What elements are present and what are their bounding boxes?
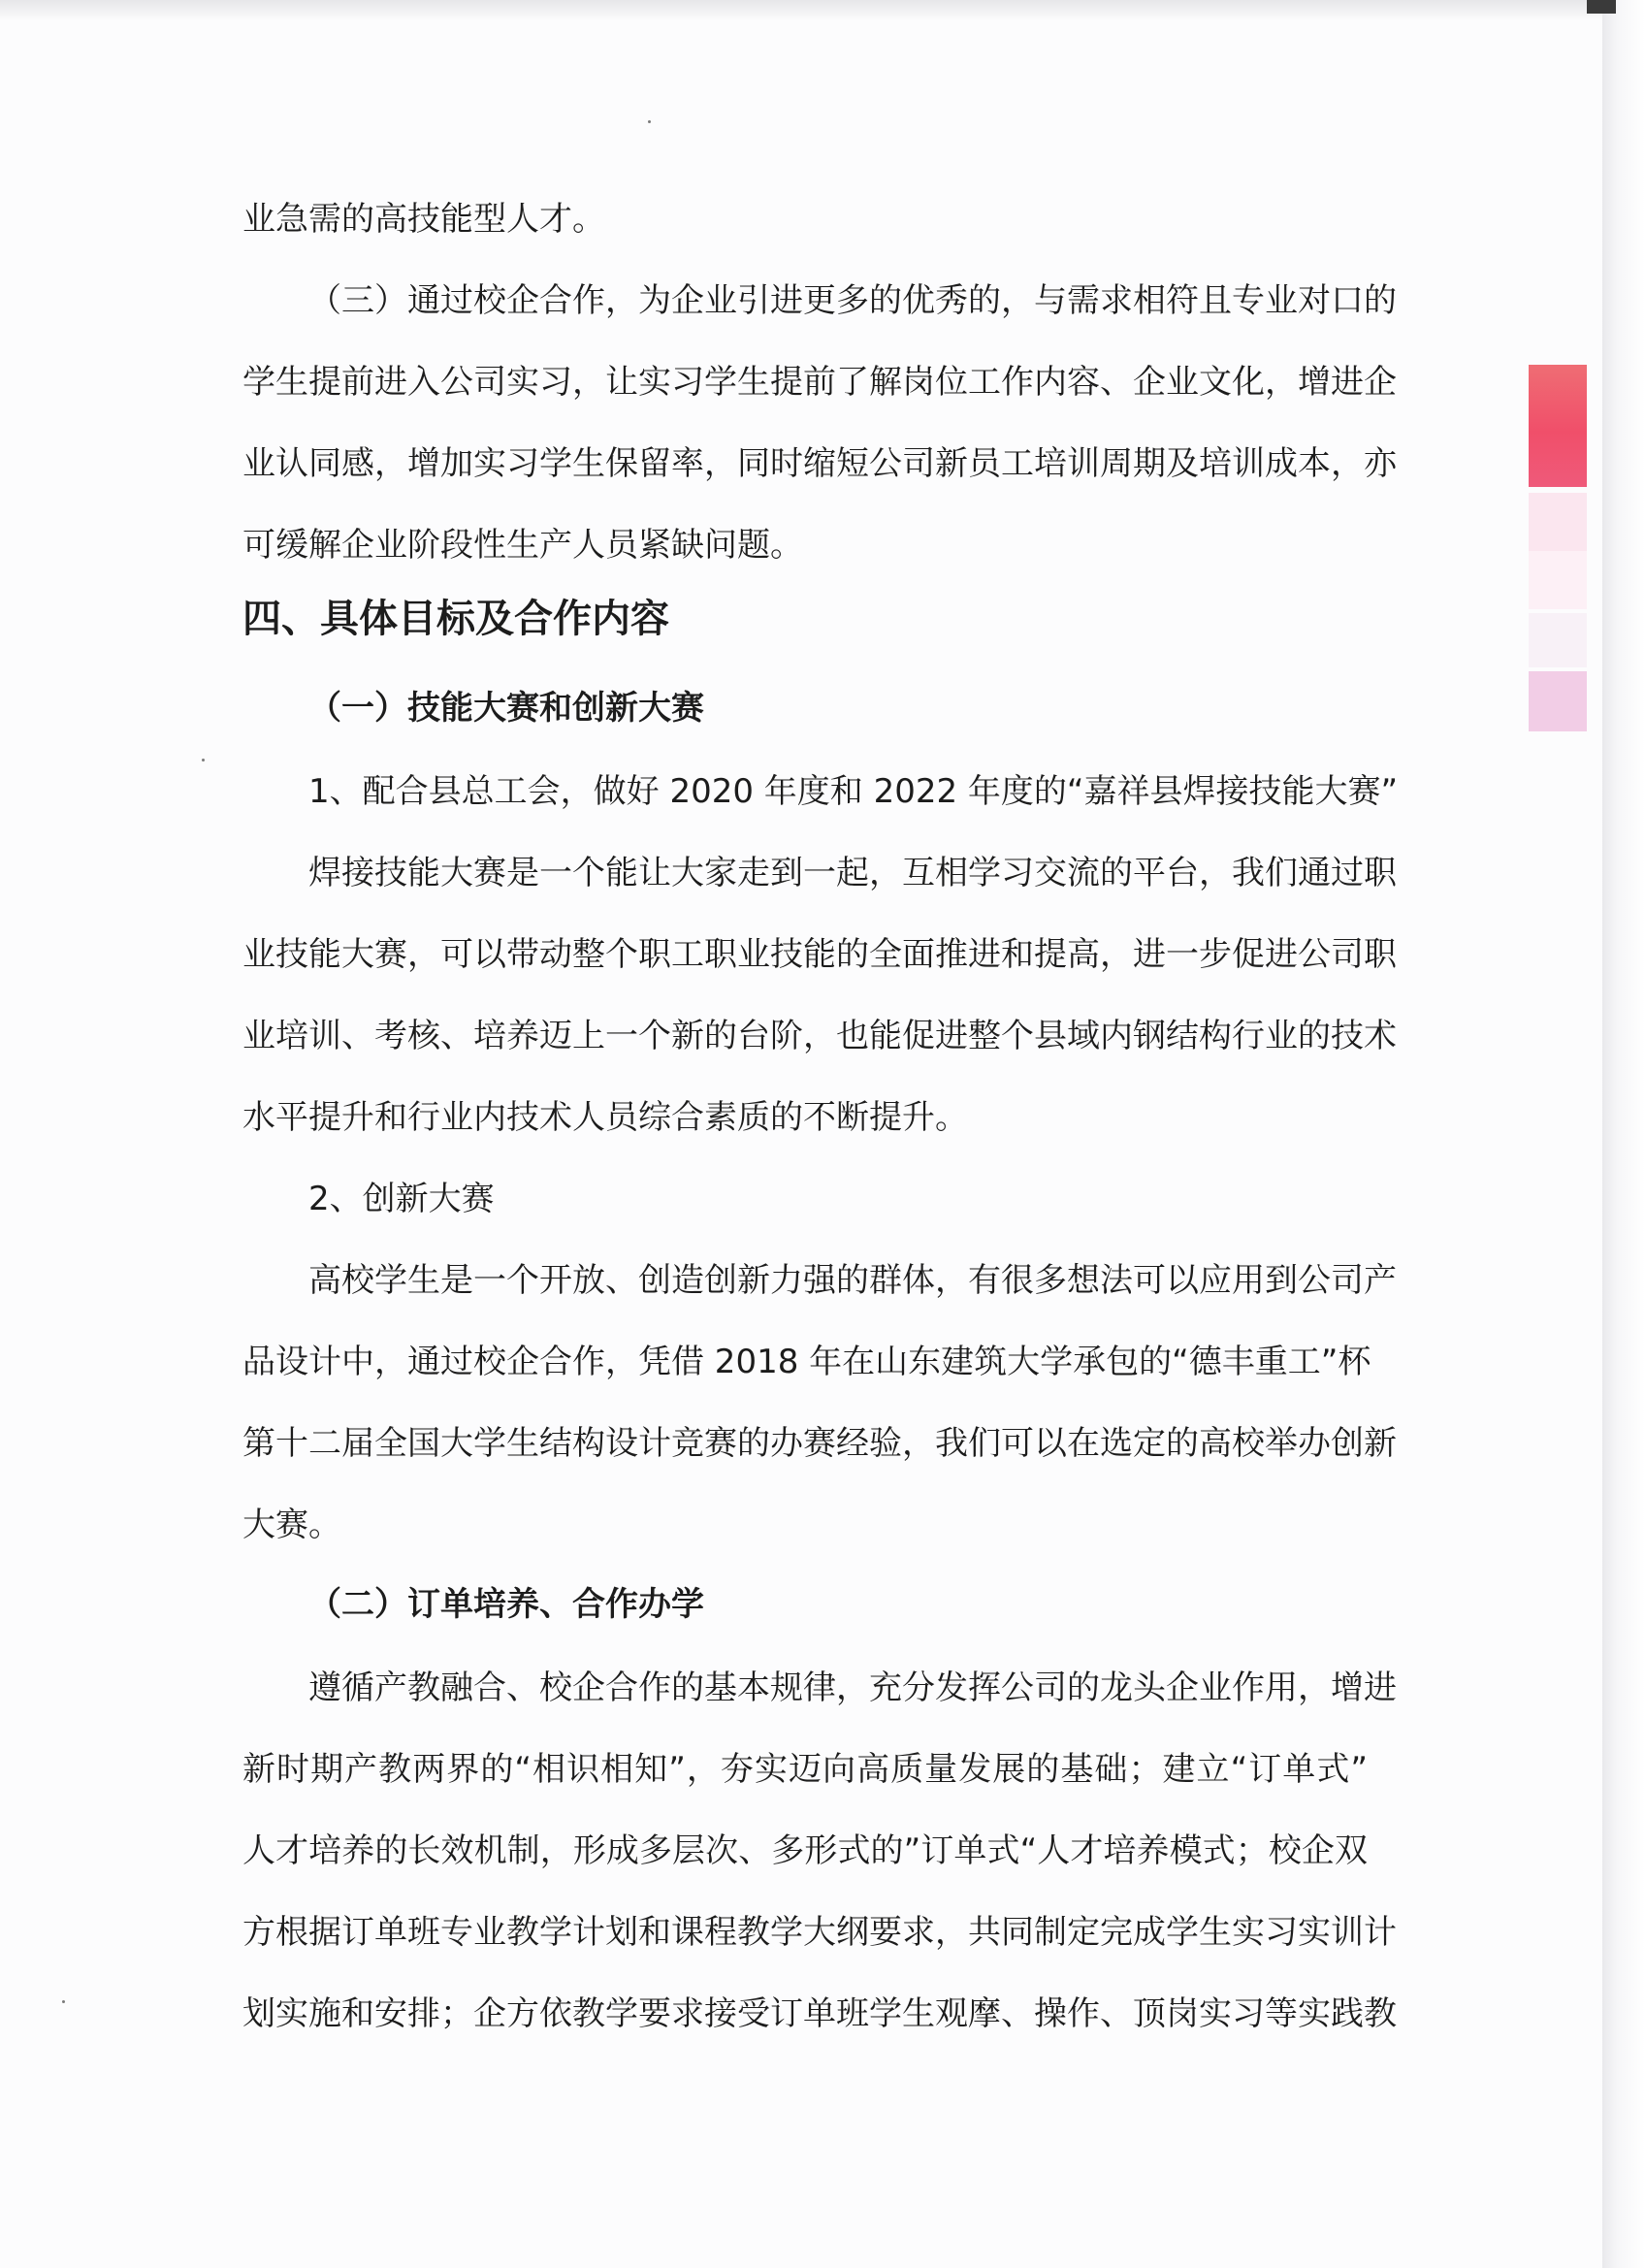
body-line: 焊接技能大赛是一个能让大家走到一起，互相学习交流的平台，我们通过职: [308, 854, 1397, 892]
scan-speck: [648, 120, 651, 123]
body-line: 人才培养的长效机制，形成多层次、多形式的”订单式“人才培养模式；校企双: [242, 1831, 1368, 1870]
body-line: 大赛。: [242, 1506, 341, 1544]
body-line: 方根据订单班专业教学计划和课程教学大纲要求，共同制定完成学生实习实训计: [242, 1913, 1397, 1952]
subsection-heading: （二）订单培养、合作办学: [308, 1585, 704, 1624]
body-line: 水平提升和行业内技术人员综合素质的不断提升。: [242, 1098, 968, 1137]
page-tab-pink: [1529, 551, 1587, 609]
body-line: 遵循产教融合、校企合作的基本规律，充分发挥公司的龙头企业作用，增进: [308, 1669, 1397, 1707]
section-heading: 四、具体目标及合作内容: [242, 597, 669, 641]
scan-speck: [202, 759, 205, 761]
subsection-heading: （一）技能大赛和创新大赛: [308, 689, 704, 728]
scan-corner-mark: [1587, 0, 1616, 14]
body-line: 新时期产教两界的“相识相知”，夯实迈向高质量发展的基础；建立“订单式”: [242, 1750, 1368, 1789]
body-line: 第十二届全国大学生结构设计竞赛的办赛经验，我们可以在选定的高校举办创新: [242, 1424, 1397, 1463]
page-edge: [1602, 0, 1645, 2268]
page-top-shadow: [0, 0, 1602, 21]
page-tab-pink: [1529, 493, 1587, 551]
body-line: 可缓解企业阶段性生产人员紧缺问题。: [242, 526, 803, 565]
body-line: 1、配合县总工会，做好 2020 年度和 2022 年度的“嘉祥县焊接技能大赛”: [308, 772, 1399, 811]
page-tab-red: [1529, 365, 1587, 487]
body-line: 品设计中，通过校企合作，凭借 2018 年在山东建筑大学承包的“德丰重工”杯: [242, 1343, 1371, 1381]
body-line: 业急需的高技能型人才。: [242, 200, 605, 239]
body-line: 学生提前进入公司实习，让实习学生提前了解岗位工作内容、企业文化，增进企: [242, 363, 1397, 402]
page-tab-pink: [1529, 613, 1587, 667]
body-line: 业认同感，增加实习学生保留率，同时缩短公司新员工培训周期及培训成本，亦: [242, 444, 1397, 483]
body-line: 2、创新大赛: [308, 1180, 495, 1218]
body-line: 高校学生是一个开放、创造创新力强的群体，有很多想法可以应用到公司产: [308, 1261, 1397, 1300]
body-line: 业培训、考核、培养迈上一个新的台阶，也能促进整个县域内钢结构行业的技术: [242, 1017, 1397, 1055]
scan-speck: [62, 2000, 65, 2003]
body-line: 划实施和安排；企方依教学要求接受订单班学生观摩、操作、顶岗实习等实践教: [242, 1994, 1397, 2033]
body-line: 业技能大赛，可以带动整个职工职业技能的全面推进和提高，进一步促进公司职: [242, 935, 1397, 974]
page-tab-purple: [1529, 671, 1587, 731]
body-line: （三）通过校企合作，为企业引进更多的优秀的，与需求相符且专业对口的: [308, 281, 1397, 320]
